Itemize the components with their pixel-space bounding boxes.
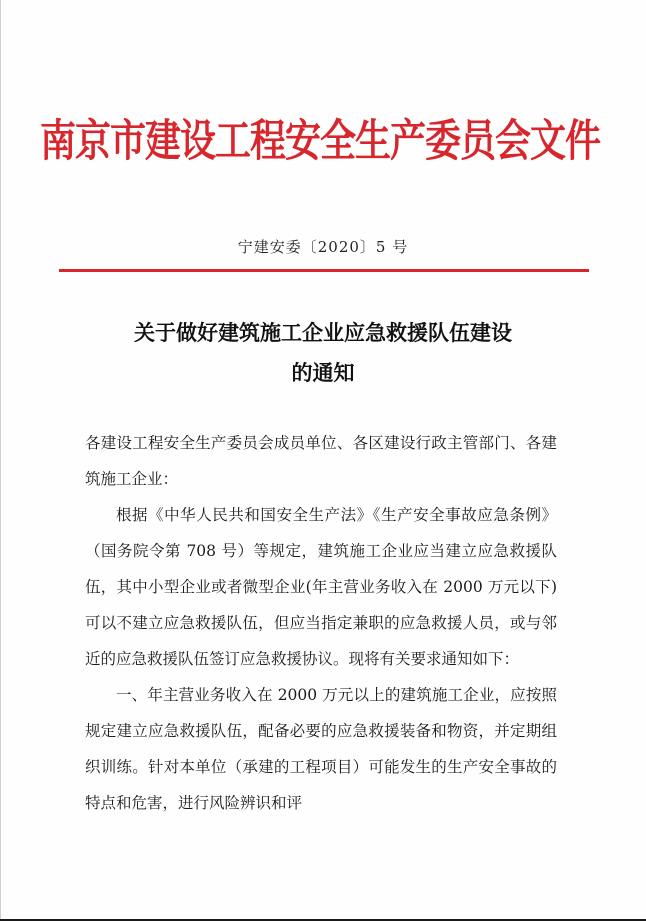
- page-left-edge: [0, 0, 1, 921]
- body-paragraph-1: 根据《中华人民共和国安全生产法》《生产安全事故应急条例》（国务院令第 708 号）等规定，建筑施工企业应当建立应急救援队伍，其中小型企业或者微型企业(年主营业务收入在 2000 万元以下)可以不建立应急救援队伍，但应当指定兼职的应急救援人员，或与邻近的应急救援队伍签订应急救援协议。现将有关要求通知如下：: [85, 506, 557, 668]
- document-body: [85, 425, 557, 821]
- document-header-title: 南京市建设工程安全生产委员会文件: [40, 116, 601, 167]
- body-paragraph-2: 一、年主营业务收入在 2000 万元以上的建筑施工企业，应按照规定建立应急救援队伍，配备必要的应急救援装备和物资，并定期组织训练。针对本单位（承建的工程项目）可能发生的生产安全事故的特点和危害，进行风险辨识和评: [85, 686, 557, 812]
- document-number: 宁建安委〔2020〕5 号: [237, 238, 409, 256]
- document-subject: [40, 313, 606, 393]
- subject-line-1: 关于做好建筑施工企业应急救援队伍建设: [134, 321, 512, 345]
- red-separator-line: [59, 269, 589, 272]
- subject-line-2: 的通知: [291, 361, 355, 385]
- addressee-paragraph: 各建设工程安全生产委员会成员单位、各区建设行政主管部门、各建筑施工企业：: [85, 434, 557, 488]
